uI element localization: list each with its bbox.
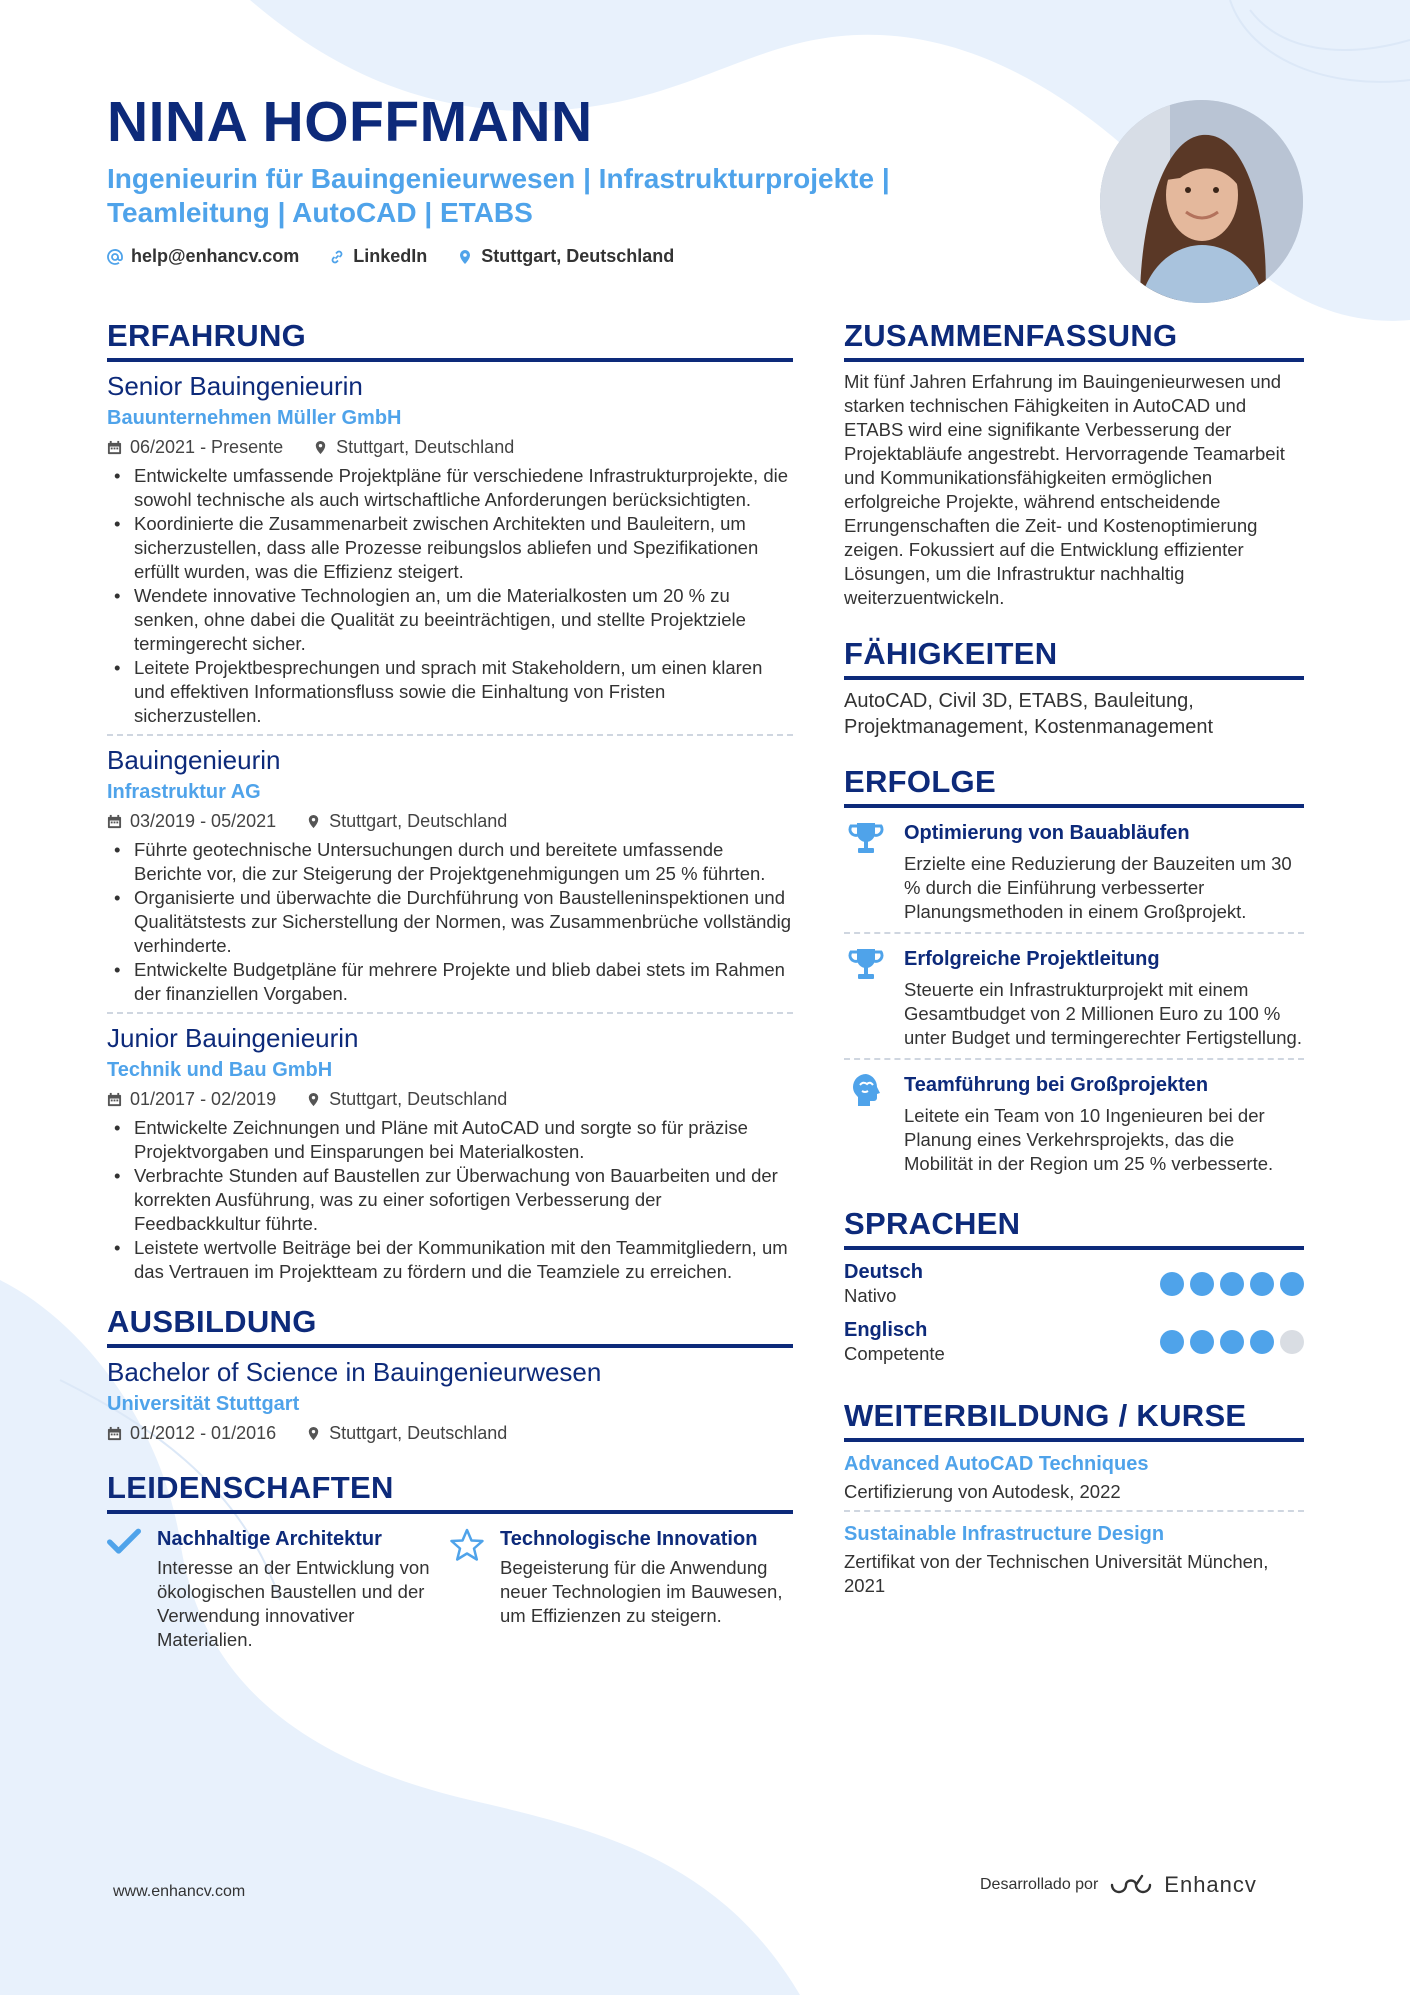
achievement-title: Erfolgreiche Projektleitung: [904, 948, 1160, 970]
job-bullet: • Koordinierte die Zusammenarbeit zwischen Architekten und Bauleitern, um sicherzustellen, dass alle Prozesse reibungslos abliefen und Spezifikationen erfüllt wurden, was die Effizienz steigert.: [134, 512, 793, 584]
experience-section-title: ERFAHRUNG: [107, 318, 793, 362]
job-location-text: Stuttgart, Deutschland: [329, 811, 508, 831]
education-location: [306, 1420, 507, 1446]
language-rating: [1160, 1272, 1304, 1296]
calendar-icon: [107, 1092, 122, 1107]
contact-bar: [107, 246, 1007, 267]
achievement-item: [844, 934, 1304, 1060]
left-column: [107, 318, 793, 1652]
job-bullets: [107, 1116, 793, 1284]
job-dates-text: 03/2019 - 05/2021: [130, 811, 277, 831]
rating-dot-filled: [1250, 1272, 1274, 1296]
job-bullets: [107, 464, 793, 728]
trophy-icon: [844, 820, 888, 924]
job-bullet: • Organisierte und überwachte die Durchführung von Baustelleninspektionen und Qualitätstests zur Sicherstellung der Normen, was Zusammenbrüche vollständig verhinderte.: [134, 886, 793, 958]
job-location: [306, 1086, 507, 1112]
footer-website[interactable]: www.enhancv.com: [113, 1883, 246, 1900]
passion-title: Nachhaltige Architektur: [157, 1528, 382, 1550]
achievements-section-title: ERFOLGE: [844, 764, 1304, 808]
job-entry: [107, 362, 793, 736]
rating-dot-filled: [1190, 1272, 1214, 1296]
job-bullet: • Leitete Projektbesprechungen und sprach mit Stakeholdern, um einen klaren und effektiven Informationsfluss sowie die Einhaltung von Fristen sicherzustellen.: [134, 656, 793, 728]
achievement-title: Teamführung bei Großprojekten: [904, 1074, 1209, 1096]
achievement-desc: Erzielte eine Reduzierung der Bauzeiten um 30 % durch die Einführung verbesserter Planungsmethoden in einem Großprojekt.: [904, 853, 1292, 922]
job-title: Senior Bauingenieurin: [107, 371, 363, 401]
location-pin-icon: [306, 1426, 321, 1441]
rating-dot-empty: [1280, 1330, 1304, 1354]
education-location-text: Stuttgart, Deutschland: [329, 1423, 508, 1443]
job-entry: [107, 736, 793, 1014]
school-name: Universität Stuttgart: [107, 1393, 300, 1415]
enhancv-logo-icon: [1108, 1873, 1154, 1897]
job-bullet: • Führte geotechnische Untersuchungen durch und bereitete umfassende Berichte vor, die zur Steigerung der Projektgenehmigungen um 25 % führten.: [134, 838, 793, 886]
language-item: [844, 1308, 1304, 1366]
summary-text: Mit fünf Jahren Erfahrung im Bauingenieurwesen und starken technischen Fähigkeiten in AutoCAD und ETABS wird eine signifikante Verbesserung der Projektabläufe angestrebt. Hervorragende Teamarbeit und Kommunikationsfähigkeiten ermöglichen erfolgreiche Projekte, während entscheidende Errungenschaften die Zeit- und Kostenoptimierung zeigen. Fokussiert auf die Entwicklung effizienter Lösungen, um die Infrastruktur nachhaltig weiterzuentwickeln.: [844, 371, 1285, 608]
passion-desc: Interesse an der Entwicklung von ökologischen Baustellen und der Verwendung innovativer Materialien.: [157, 1557, 430, 1650]
job-meta: [107, 434, 793, 460]
calendar-icon: [107, 440, 122, 455]
job-bullet: • Entwickelte Budgetpläne für mehrere Projekte und blieb dabei stets im Rahmen der finanziellen Vorgaben.: [134, 958, 793, 1006]
passion-item: [107, 1526, 450, 1652]
location-text: Stuttgart, Deutschland: [481, 246, 675, 266]
job-meta: [107, 1086, 793, 1112]
calendar-icon: [107, 1426, 122, 1441]
rating-dot-filled: [1220, 1272, 1244, 1296]
job-company: Technik und Bau GmbH: [107, 1059, 333, 1081]
contact-linkedin[interactable]: [329, 246, 427, 267]
linkedin-text: LinkedIn: [353, 246, 428, 266]
rating-dot-filled: [1160, 1272, 1184, 1296]
education-entry: [107, 1348, 793, 1446]
courses-section-title: WEITERBILDUNG / KURSE: [844, 1398, 1304, 1442]
passion-desc: Begeisterung für die Anwendung neuer Technologien im Bauwesen, um Effizienzen zu steigern.: [500, 1557, 783, 1626]
passions-section-title: LEIDENSCHAFTEN: [107, 1470, 793, 1514]
education-meta: [107, 1420, 793, 1446]
achievement-item: [844, 1060, 1304, 1184]
languages-section-title: SPRACHEN: [844, 1206, 1304, 1250]
location-pin-icon: [306, 814, 321, 829]
job-location-text: Stuttgart, Deutschland: [329, 1089, 508, 1109]
course-item: [844, 1512, 1304, 1604]
at-icon: [107, 249, 123, 265]
check-icon: [107, 1526, 145, 1652]
location-pin-icon: [313, 440, 328, 455]
passion-item: [450, 1526, 793, 1652]
rating-dot-filled: [1220, 1330, 1244, 1354]
candidate-headline: Ingenieurin für Bauingenieurwesen | Infrastrukturprojekte | Teamleitung | AutoCAD | ETABS: [107, 163, 890, 228]
course-title: Sustainable Infrastructure Design: [844, 1523, 1165, 1545]
job-dates: [107, 1086, 276, 1112]
job-title: Bauingenieurin: [107, 745, 281, 775]
job-bullets: [107, 838, 793, 1006]
course-title: Advanced AutoCAD Techniques: [844, 1453, 1149, 1475]
education-section-title: AUSBILDUNG: [107, 1304, 793, 1348]
passion-title: Technologische Innovation: [500, 1528, 758, 1550]
resume-header: [107, 90, 1007, 267]
job-dates: [107, 434, 283, 460]
language-rating: [1160, 1330, 1304, 1354]
job-location: [306, 808, 507, 834]
candidate-name: NINA HOFFMANN: [107, 90, 593, 154]
job-bullet: • Leistete wertvolle Beiträge bei der Kommunikation mit den Teammitgliedern, um das Vertrauen im Projektteam zu fördern und die Teamziele zu erreichen.: [134, 1236, 793, 1284]
email-text: help@enhancv.com: [131, 246, 300, 266]
job-title: Junior Bauingenieurin: [107, 1023, 359, 1053]
job-company: Bauunternehmen Müller GmbH: [107, 407, 402, 429]
job-entry: [107, 1014, 793, 1290]
contact-location: [457, 246, 674, 267]
contact-email[interactable]: [107, 246, 299, 267]
footer-branding: [980, 1872, 1257, 1898]
language-name: Englisch: [844, 1319, 928, 1341]
job-meta: [107, 808, 793, 834]
achievement-item: [844, 808, 1304, 934]
rating-dot-filled: [1280, 1272, 1304, 1296]
location-pin-icon: [457, 249, 473, 265]
rating-dot-filled: [1190, 1330, 1214, 1354]
enhancv-brand[interactable]: Enhancv: [1164, 1872, 1257, 1897]
job-company: Infrastruktur AG: [107, 781, 261, 803]
passions-list: [107, 1526, 793, 1652]
degree-title: Bachelor of Science in Bauingenieurwesen: [107, 1357, 602, 1387]
skills-text: AutoCAD, Civil 3D, ETABS, Bauleitung, Projektmanagement, Kostenmanagement: [844, 690, 1214, 738]
job-bullet: • Entwickelte Zeichnungen und Pläne mit AutoCAD und sorgte so für präzise Projektvorgaben und Einsparungen bei Materialkosten.: [134, 1116, 793, 1164]
language-level: Competente: [844, 1343, 945, 1364]
job-location: [313, 434, 514, 460]
course-desc: Zertifikat von der Technischen Universität München, 2021: [844, 1551, 1269, 1596]
link-icon: [329, 249, 345, 265]
job-bullet: • Wendete innovative Technologien an, um die Materialkosten um 20 % zu senken, ohne dabei die Qualität zu beeinträchtigen, und stellte Projektziele termingerecht sicher.: [134, 584, 793, 656]
profile-photo: [1100, 100, 1303, 303]
achievement-desc: Steuerte ein Infrastrukturprojekt mit einem Gesamtbudget von 2 Millionen Euro zu 100 % unter Budget und termingerechter Fertigstellung.: [904, 979, 1302, 1048]
language-level: Nativo: [844, 1285, 897, 1306]
right-column: [844, 318, 1304, 1604]
achievement-title: Optimierung von Bauabläufen: [904, 822, 1190, 844]
calendar-icon: [107, 814, 122, 829]
education-dates: [107, 1420, 276, 1446]
language-name: Deutsch: [844, 1261, 923, 1283]
achievement-desc: Leitete ein Team von 10 Ingenieuren bei der Planung eines Verkehrsprojekts, das die Mobilität in der Region um 25 % verbesserte.: [904, 1105, 1274, 1174]
skills-section-title: FÄHIGKEITEN: [844, 636, 1304, 680]
summary-section-title: ZUSAMMENFASSUNG: [844, 318, 1304, 362]
language-item: [844, 1250, 1304, 1308]
course-item: [844, 1442, 1304, 1512]
trophy-icon: [844, 946, 888, 1050]
job-dates-text: 01/2017 - 02/2019: [130, 1089, 277, 1109]
brain-icon: [844, 1072, 888, 1176]
job-bullet: • Verbrachte Stunden auf Baustellen zur Überwachung von Bauarbeiten und der korrekten Ausführung, was zu einer sofortigen Verbesserung der Feedbackkultur führte.: [134, 1164, 793, 1236]
rating-dot-filled: [1160, 1330, 1184, 1354]
course-desc: Certifizierung von Autodesk, 2022: [844, 1481, 1121, 1502]
location-pin-icon: [306, 1092, 321, 1107]
job-bullet: • Entwickelte umfassende Projektpläne für verschiedene Infrastrukturprojekte, die sowohl technische als auch wirtschaftliche Anforderungen berücksichtigten.: [134, 464, 793, 512]
job-dates: [107, 808, 276, 834]
job-dates-text: 06/2021 - Presente: [130, 437, 284, 457]
powered-by-text: Desarrollado por: [980, 1876, 1099, 1893]
rating-dot-filled: [1250, 1330, 1274, 1354]
job-location-text: Stuttgart, Deutschland: [336, 437, 515, 457]
star-icon: [450, 1526, 488, 1652]
education-dates-text: 01/2012 - 01/2016: [130, 1423, 277, 1443]
